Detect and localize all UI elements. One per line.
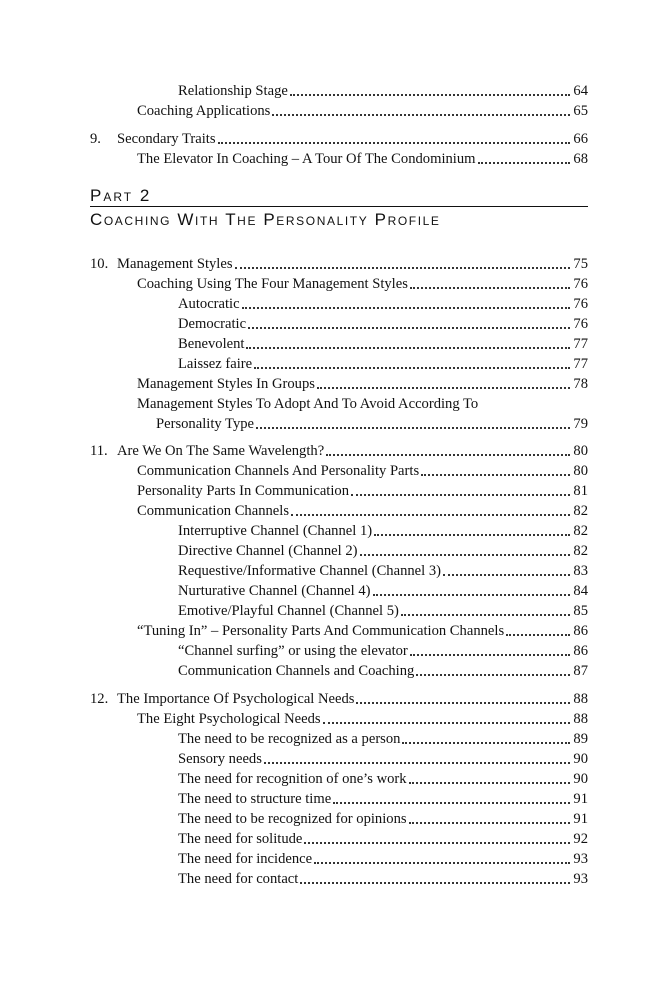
toc-entry-title: The need to be recognized as a person (178, 731, 401, 747)
toc-entry (156, 415, 588, 433)
dot-leader (272, 104, 570, 116)
toc-entry (117, 130, 588, 148)
part-label: Part 2 (90, 186, 152, 205)
toc-entry-page: 76 (573, 296, 588, 312)
toc-entry (178, 335, 588, 353)
toc-entry (117, 690, 588, 708)
toc-entry (178, 562, 588, 580)
toc-entry-page: 90 (573, 771, 588, 787)
toc-entry-page: 91 (573, 811, 588, 827)
toc-entry-page: 83 (573, 563, 588, 579)
toc-entry (137, 102, 588, 120)
toc-entry-page: 90 (573, 751, 588, 767)
toc-entry-title: Are We On The Same Wavelength? (117, 443, 325, 459)
dot-leader (360, 544, 570, 556)
toc-entry (117, 442, 588, 460)
toc-entry-title: Personality Type (156, 416, 255, 432)
part-title: Coaching With The Personality Profile (90, 210, 441, 229)
toc-entry (178, 315, 588, 333)
dot-leader (235, 257, 570, 269)
dot-leader (506, 624, 570, 636)
toc-entry-title: The need to be recognized for opinions (178, 811, 407, 827)
toc-entry-page: 80 (573, 463, 588, 479)
toc-entry (178, 542, 588, 560)
dot-leader (401, 604, 570, 616)
toc-entry (137, 462, 588, 480)
toc-entry-title: Communication Channels and Coaching (178, 663, 415, 679)
toc-entry (137, 482, 588, 500)
toc-entry (178, 810, 588, 828)
toc-entry-page: 76 (573, 276, 588, 292)
toc-entry (178, 602, 588, 620)
toc-entry-page: 89 (573, 731, 588, 747)
toc-entry-title: The need for contact (178, 871, 299, 887)
dot-leader (314, 852, 570, 864)
toc-entry-page: 79 (573, 416, 588, 432)
dot-leader (410, 644, 570, 656)
dot-leader (416, 664, 570, 676)
toc-entry-title: Management Styles (117, 256, 233, 272)
toc-entry-page: 77 (573, 336, 588, 352)
toc-entry-page: 81 (573, 483, 588, 499)
toc-entry-title: Directive Channel (Channel 2) (178, 543, 358, 559)
dot-leader (402, 732, 570, 744)
toc-entry-title: Laissez faire (178, 356, 253, 372)
toc-entry-title: Communication Channels And Personality Parts (137, 463, 420, 479)
dot-leader (326, 444, 570, 456)
toc-entry (178, 82, 588, 100)
dot-leader (291, 504, 570, 516)
part-divider (90, 206, 588, 207)
toc-entry-page: 92 (573, 831, 588, 847)
dot-leader (409, 812, 570, 824)
dot-leader (421, 464, 570, 476)
dot-leader (351, 484, 570, 496)
toc-entry-page: 91 (573, 791, 588, 807)
toc-entry-page: 85 (573, 603, 588, 619)
toc-entry-title: Management Styles In Groups (137, 376, 315, 392)
toc-entry-title: The need for incidence (178, 851, 313, 867)
dot-leader (242, 297, 570, 309)
toc-entry (178, 750, 588, 768)
toc-entry-page: 77 (573, 356, 588, 372)
toc-entry (137, 710, 588, 728)
toc-entry-page: 66 (573, 131, 588, 147)
toc-entry-title: Requestive/Informative Channel (Channel 3) (178, 563, 442, 579)
toc-entry (178, 662, 588, 680)
toc-entry-page: 88 (573, 711, 588, 727)
toc-entry-title: Management Styles To Adopt And To Avoid According To (137, 396, 479, 412)
dot-leader (264, 752, 570, 764)
toc-entry-title: The need to structure time (178, 791, 332, 807)
dot-leader (256, 417, 570, 429)
toc-entry-title: Secondary Traits (117, 131, 216, 147)
dot-leader (218, 132, 570, 144)
dot-leader (248, 317, 570, 329)
toc-entry-page: 80 (573, 443, 588, 459)
dot-leader (333, 792, 570, 804)
toc-entry (178, 355, 588, 373)
chapter-number: 11. (90, 443, 108, 459)
toc-entry-title: Interruptive Channel (Channel 1) (178, 523, 373, 539)
dot-leader (304, 832, 570, 844)
toc-entry-page: 82 (573, 503, 588, 519)
dot-leader (317, 377, 570, 389)
dot-leader (373, 584, 571, 596)
dot-leader (323, 712, 570, 724)
dot-leader (409, 772, 570, 784)
toc-entry-page: 75 (573, 256, 588, 272)
toc-entry-title: Sensory needs (178, 751, 262, 767)
toc-entry-title: “Tuning In” – Personality Parts And Communication Channels (137, 623, 505, 639)
dot-leader (290, 84, 570, 96)
chapter-number: 12. (90, 691, 109, 707)
toc-entry (137, 502, 588, 520)
chapter-number: 9. (90, 131, 101, 147)
toc-entry-title: Coaching Applications (137, 103, 271, 119)
toc-entry-page: 84 (573, 583, 588, 599)
toc-entry-page: 93 (573, 871, 588, 887)
toc-entry-page: 86 (573, 623, 588, 639)
toc-entry-title: The Eight Psychological Needs (137, 711, 321, 727)
toc-entry (178, 770, 588, 788)
toc-entry-title: The need for recognition of one’s work (178, 771, 407, 787)
toc-entry (137, 395, 588, 413)
toc-entry-title: Benevolent (178, 336, 245, 352)
toc-entry (178, 295, 588, 313)
toc-entry-page: 86 (573, 643, 588, 659)
toc-entry (137, 622, 588, 640)
toc-entry-title: Coaching Using The Four Management Styles (137, 276, 408, 292)
toc-entry (178, 642, 588, 660)
chapter-number: 10. (90, 256, 109, 272)
toc-entry-title: “Channel surfing” or using the elevator (178, 643, 408, 659)
toc-entry-title: Nurturative Channel (Channel 4) (178, 583, 371, 599)
toc-entry-title: Relationship Stage (178, 83, 288, 99)
toc-entry (137, 150, 588, 168)
dot-leader (410, 277, 570, 289)
toc-entry (178, 830, 588, 848)
toc-entry-page: 88 (573, 691, 588, 707)
toc-entry-title: Democratic (178, 316, 247, 332)
toc-entry (137, 375, 588, 393)
toc-entry-title: Personality Parts In Communication (137, 483, 349, 499)
dot-leader (478, 152, 570, 164)
dot-leader (246, 337, 570, 349)
toc-entry-page: 82 (573, 543, 588, 559)
toc-entry-title: The Importance Of Psychological Needs (117, 691, 355, 707)
toc-entry-page: 87 (573, 663, 588, 679)
dot-leader (374, 524, 570, 536)
toc-entry-page: 76 (573, 316, 588, 332)
toc-entry-page: 82 (573, 523, 588, 539)
toc-entry-page: 68 (573, 151, 588, 167)
toc-entry (178, 850, 588, 868)
toc-entry-title: Communication Channels (137, 503, 290, 519)
dot-leader (254, 357, 570, 369)
dot-leader (356, 692, 570, 704)
toc-entry (178, 730, 588, 748)
toc-entry-title: The need for solitude (178, 831, 303, 847)
toc-entry-page: 64 (573, 83, 588, 99)
toc-entry (117, 255, 588, 273)
dot-leader (300, 872, 570, 884)
toc-entry (137, 275, 588, 293)
toc-entry-page: 93 (573, 851, 588, 867)
toc-entry-page: 78 (573, 376, 588, 392)
toc-entry-title: The Elevator In Coaching – A Tour Of The Condominium (137, 151, 476, 167)
dot-leader (443, 564, 570, 576)
toc-entry (178, 870, 588, 888)
toc-entry (178, 582, 588, 600)
toc-entry-page: 65 (573, 103, 588, 119)
toc-entry-title: Emotive/Playful Channel (Channel 5) (178, 603, 399, 619)
toc-entry-title: Autocratic (178, 296, 240, 312)
toc-entry (178, 522, 588, 540)
toc-entry (178, 790, 588, 808)
